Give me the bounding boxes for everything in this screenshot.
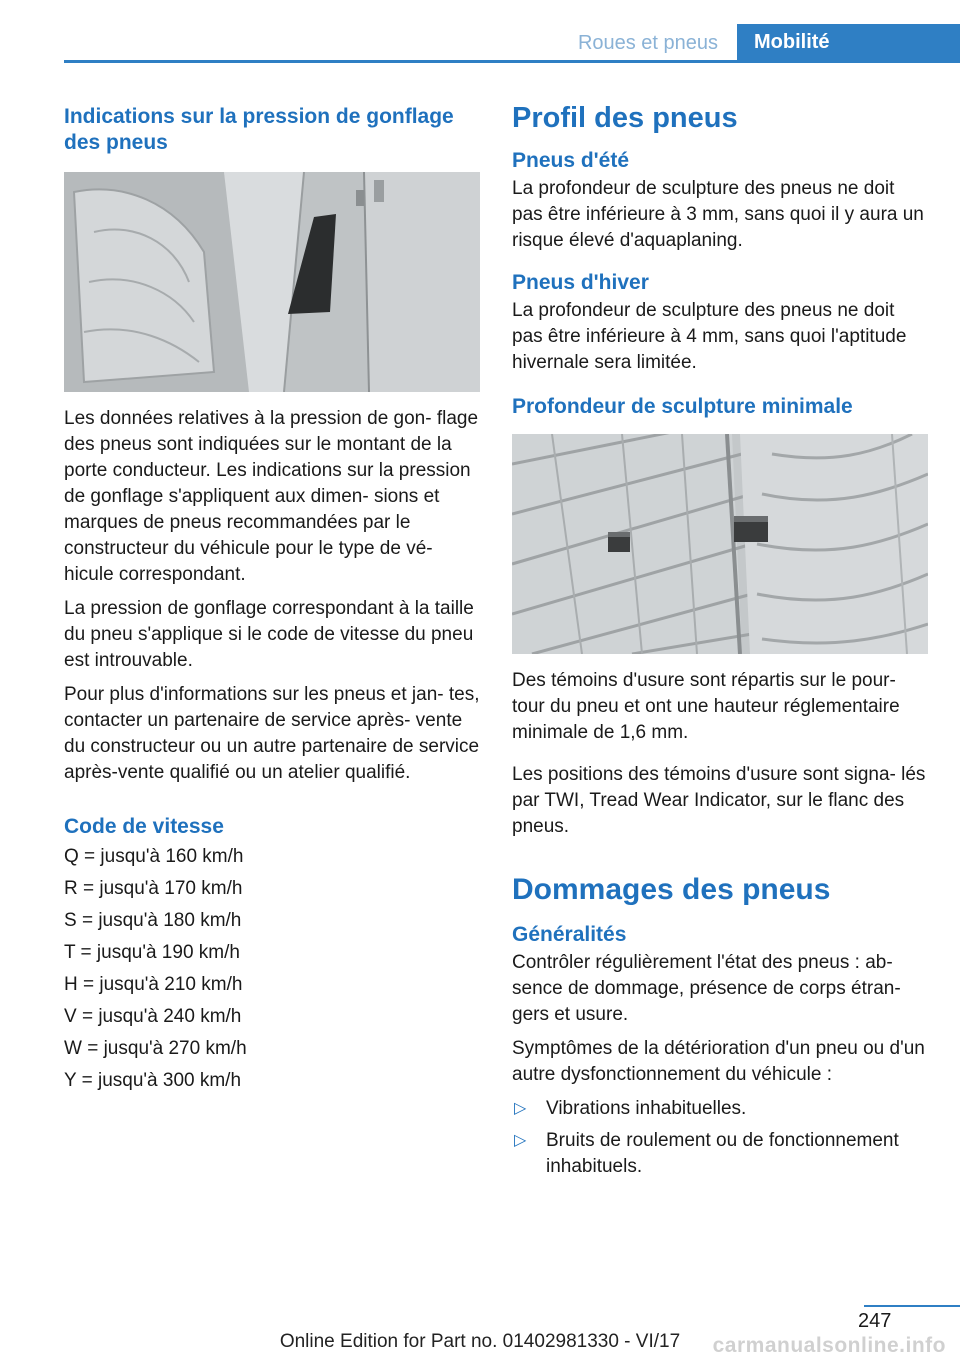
speed-code-q: Q = jusqu'à 160 km/h [64, 846, 244, 867]
speed-code-r: R = jusqu'à 170 km/h [64, 878, 243, 899]
running-header-section: Roues et pneus [577, 32, 719, 54]
heading-tire-pressure-info: Indications sur la pression de gonflage des pneus [64, 105, 454, 154]
heading-min-tread-depth: Profondeur de sculpture minimale [512, 395, 853, 418]
speed-code-y: Y = jusqu'à 300 km/h [64, 1070, 242, 1091]
watermark: carmanualsonline.info [712, 1334, 946, 1357]
heading-speed-code: Code de vitesse [64, 815, 224, 838]
left-column [64, 100, 482, 1100]
paragraph-wear-indicators: Des témoins d'usure sont répartis sur le pour‐ tour du pneu et ont une hauteur réglementaire minimale de 1,6 mm. [512, 670, 900, 743]
paragraph-pressure-speed-code: La pression de gonflage correspondant à la taille du pneu s'applique si le code de vitesse du pneu est introuvable. [64, 598, 474, 671]
edition-footer: Online Edition for Part no. 01402981330 - VI/17 [279, 1331, 681, 1352]
list-item-text: Bruits de roulement ou de fonctionnement inhabituels. [546, 1130, 899, 1177]
heading-winter-tires: Pneus d'hiver [512, 271, 649, 294]
paragraph-winter-tires: La profondeur de sculpture des pneus ne doit pas être inférieure à 4 mm, sans quoi l'aptitude hivernale sera limitée. [512, 300, 907, 373]
paragraph-summer-tires: La profondeur de sculpture des pneus ne doit pas être inférieure à 3 mm, sans quoi il y aura un risque élevé d'aquaplaning. [512, 178, 924, 251]
page-number-rule [864, 1305, 960, 1307]
paragraph-pressure-location: Les données relatives à la pression de gon‐ flage des pneus sont indiquées sur le montant de la porte conducteur. Les indications sur la pression de gonflage s'appliquent aux dimen‐ sions et marques de pneus recommandées par le constructeur du véhicule pour le type de vé‐ hicule correspondant. [64, 408, 479, 585]
speed-code-h: H = jusqu'à 210 km/h [64, 974, 243, 995]
speed-code-list [64, 844, 482, 1094]
door-pillar-illustration [64, 172, 480, 392]
right-column [512, 100, 930, 1186]
speed-code-w: W = jusqu'à 270 km/h [64, 1038, 247, 1059]
header-rule [64, 60, 960, 63]
speed-code-t: T = jusqu'à 190 km/h [64, 942, 240, 963]
paragraph-symptoms: Symptômes de la détérioration d'un pneu ou d'un autre dysfonctionnement du véhicule : [512, 1038, 925, 1085]
running-header-chapter: Mobilité [737, 24, 960, 61]
page-number: 247 [858, 1310, 892, 1332]
paragraph-check-tires: Contrôler régulièrement l'état des pneus : ab‐ sence de dommage, présence de corps étran‐ gers et usure. [512, 952, 901, 1025]
speed-code-v: V = jusqu'à 240 km/h [64, 1006, 242, 1027]
heading-summer-tires: Pneus d'été [512, 149, 630, 172]
figure-tread-wear [512, 434, 928, 654]
symptom-list [512, 1096, 930, 1180]
list-item [512, 1128, 930, 1180]
heading-tire-damage: Dommages des pneus [512, 873, 831, 906]
paragraph-twi: Les positions des témoins d'usure sont signa‐ lés par TWI, Tread Wear Indicator, sur le flanc des pneus. [512, 764, 926, 837]
speed-code-s: S = jusqu'à 180 km/h [64, 910, 242, 931]
tread-wear-illustration [512, 434, 928, 654]
triangle-right-icon: ▷ [514, 1132, 527, 1149]
paragraph-more-info: Pour plus d'informations sur les pneus et jan‐ tes, contacter un partenaire de service après- vente du constructeur ou un autre partenaire de service après-vente qualifié ou un atelier qualifié. [64, 684, 480, 783]
heading-general: Généralités [512, 923, 627, 946]
heading-tire-profile: Profil des pneus [512, 102, 738, 134]
triangle-right-icon: ▷ [514, 1100, 527, 1117]
figure-door-pillar [64, 172, 480, 392]
list-item [512, 1096, 930, 1122]
list-item-text: Vibrations inhabituelles. [546, 1098, 747, 1119]
